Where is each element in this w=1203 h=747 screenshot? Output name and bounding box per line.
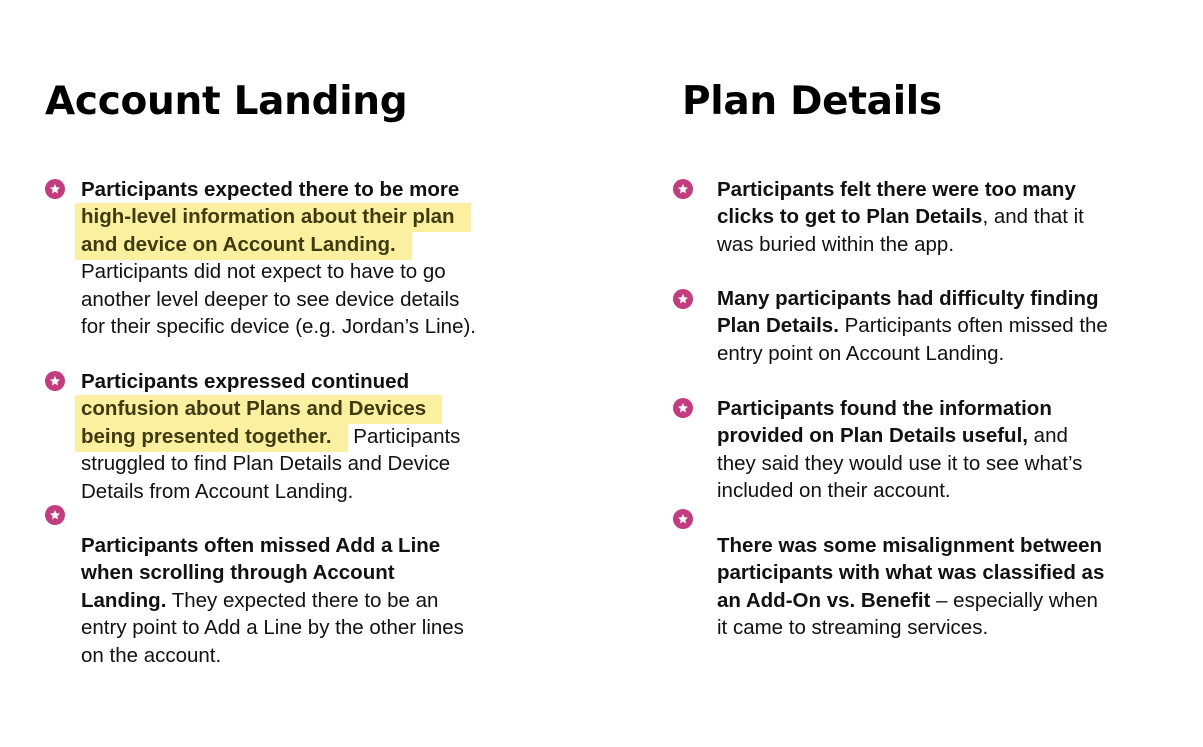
highlighted-text: being presented together. (75, 423, 348, 452)
text-line (717, 422, 1187, 449)
body-text: Participants often missed the (838, 314, 1108, 338)
text-line (717, 285, 1187, 312)
body-text: and (1027, 424, 1068, 448)
text-line (81, 231, 561, 258)
text-line (81, 478, 561, 505)
finding-text (717, 532, 1187, 642)
text-line (717, 450, 1187, 477)
highlighted-text: high-level information about their plan (75, 203, 471, 232)
body-text: it came to streaming services. (717, 616, 989, 640)
star-bullet-icon (45, 371, 65, 391)
body-text: – especially when (930, 588, 1098, 612)
text-line (81, 176, 561, 203)
text-line (717, 614, 1187, 641)
body-text: Participants (347, 424, 461, 448)
bold-text: clicks to get to Plan Details (717, 205, 983, 229)
body-text: entry point on Account Landing. (717, 341, 1005, 365)
body-text: for their specific device (e.g. Jordan’s Line). (81, 315, 477, 339)
bold-text: There was some misalignment between (717, 534, 1103, 557)
text-line (81, 368, 561, 395)
text-line (81, 614, 561, 641)
body-text: They expected there to be an (166, 588, 439, 612)
body-text: entry point to Add a Line by the other lines (81, 616, 464, 640)
body-text: on the account. (81, 643, 222, 667)
bold-text: Landing. (81, 588, 167, 612)
body-text: was buried within the app. (717, 232, 955, 256)
text-line (717, 312, 1187, 339)
plan-details-heading: Plan Details (682, 79, 942, 124)
text-line (81, 559, 561, 586)
text-line (81, 450, 561, 477)
text-line (81, 286, 561, 313)
star-bullet-icon (673, 509, 693, 529)
finding-text (81, 368, 561, 505)
bold-text: Participants felt there were too many (717, 178, 1076, 201)
star-bullet-icon (673, 179, 693, 199)
finding-text (717, 176, 1187, 258)
body-text: Details from Account Landing. (81, 479, 354, 503)
text-line (81, 532, 561, 559)
body-text: included on their account. (717, 479, 951, 503)
body-text: Participants did not expect to have to go (81, 260, 446, 284)
text-line (717, 587, 1187, 614)
bold-text: Participants found the information (717, 397, 1052, 420)
highlighted-text: and device on Account Landing. (75, 231, 412, 260)
finding-text (81, 176, 561, 340)
body-text: struggled to find Plan Details and Device (81, 452, 451, 476)
finding-text (81, 532, 561, 669)
body-text: , and that it (982, 205, 1084, 229)
text-line (717, 477, 1187, 504)
text-line (81, 395, 561, 422)
text-line (81, 258, 561, 285)
text-line (717, 231, 1187, 258)
star-bullet-icon (45, 179, 65, 199)
bold-text: Participants expected there to be more (81, 178, 460, 201)
bold-text: Many participants had difficulty finding (717, 287, 1099, 310)
highlighted-text: confusion about Plans and Devices (75, 395, 442, 424)
text-line (81, 423, 561, 450)
bold-text: participants with what was classified as (717, 561, 1105, 585)
bold-text: Participants often missed Add a Line (81, 534, 441, 557)
text-line (717, 532, 1187, 559)
bold-text: an Add-On vs. Benefit (717, 588, 931, 612)
text-line (717, 203, 1187, 230)
star-bullet-icon (673, 398, 693, 418)
star-bullet-icon (45, 505, 65, 525)
bold-text: when scrolling through Account (81, 561, 395, 585)
text-line (717, 395, 1187, 422)
body-text: they said they would use it to see what’s (717, 451, 1083, 475)
star-bullet-icon (673, 289, 693, 309)
bold-text: Participants expressed continued (81, 370, 410, 393)
bold-text: provided on Plan Details useful, (717, 424, 1028, 448)
text-line (81, 587, 561, 614)
bold-text: Plan Details. (717, 314, 839, 338)
account-landing-heading: Account Landing (45, 79, 408, 124)
body-text: another level deeper to see device details (81, 287, 460, 311)
text-line (717, 559, 1187, 586)
finding-text (717, 395, 1187, 505)
text-line (81, 203, 561, 230)
text-line (717, 176, 1187, 203)
finding-text (717, 285, 1187, 367)
text-line (717, 340, 1187, 367)
text-line (81, 313, 561, 340)
text-line (81, 642, 561, 669)
